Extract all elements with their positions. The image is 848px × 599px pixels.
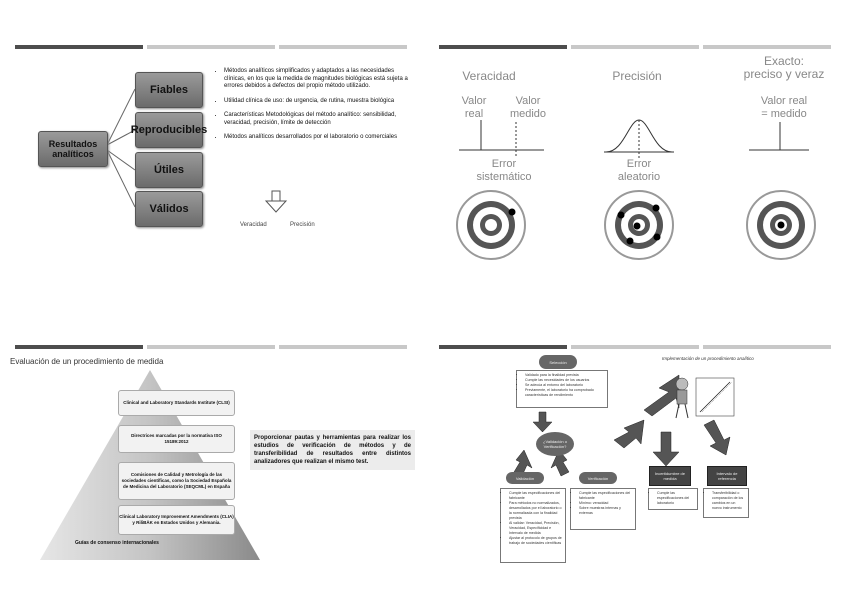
- verification-box: [570, 488, 636, 530]
- page-title: Evaluación de un procedimiento de medida: [10, 357, 164, 366]
- pyramid-level: Clinical and Laboratory Standards Institute (CLSI): [118, 390, 235, 416]
- flow-title: Implementación de un procedimiento analítico: [662, 356, 754, 361]
- list-item: • Para métodos no normalizados, desarrollados por el laboratorio o la normalizada con la finalidad prevista: [509, 501, 563, 521]
- bullet-item: • Métodos analíticos simplificados y adaptados a las necesidades clínicas, en los que la medida de magnitudes biológicas está sujeta a errores debidos a defectos del propio método utilizado.: [224, 68, 412, 91]
- box-fiables: Fiables: [135, 72, 203, 108]
- title-precision: Precisión: [612, 69, 662, 83]
- bullet-item: • Utilidad clínica de uso: de urgencia, de rutina, muestra biológica: [224, 98, 412, 106]
- label-veracidad: Veracidad: [240, 222, 267, 228]
- precision-diagrams: [424, 0, 848, 300]
- bullet-list: [214, 68, 412, 149]
- arrow-icon: [704, 420, 730, 455]
- label-valor-real: Valor real: [461, 95, 487, 120]
- list-item: • Cumple las especificaciones del fabricante: [579, 491, 633, 501]
- selection-box: [516, 370, 608, 408]
- slide-resultados-analiticos: [0, 0, 424, 300]
- list-item: • Sobre muestras internas y externas: [579, 506, 633, 516]
- list-item: • Mínimo: veracidad: [579, 501, 633, 506]
- list-item: • Cumple las especificaciones del laboratorio: [657, 491, 695, 506]
- title-veracidad: Veracidad: [462, 69, 516, 83]
- list-item: • Cumple las especificaciones del fabricante: [509, 491, 563, 501]
- arrow-icon: [614, 420, 644, 448]
- verification-pill: Verificación: [579, 472, 617, 484]
- side-text: Proporcionar pautas y herramientas para realizar los estudios de verificación de métodos y de transferibilidad de resultados entre distintos analizadores que realizan el mismo test.: [250, 430, 415, 470]
- label-valor-igual: Valor real = medido: [760, 95, 808, 120]
- uncertainty-items: [648, 488, 698, 510]
- uncertainty-box: Incertidumbre de medida: [649, 466, 691, 486]
- target-icon: [747, 191, 815, 259]
- slide-veracidad-precision: [424, 0, 848, 300]
- list-item: • Ajustar al protocolo de grupos de trabajo de sociedades científicas: [509, 536, 563, 546]
- down-arrow-icon: [266, 191, 286, 212]
- list-item: • Previamente, el laboratorio ha comprobado características de rendimiento: [525, 388, 605, 398]
- arrow-icon: [653, 432, 679, 466]
- chart-icon: [696, 378, 734, 416]
- reference-box: Intervalo de referencia: [707, 466, 747, 486]
- box-utiles: Útiles: [135, 152, 203, 188]
- title-exacto: Exacto: preciso y veraz: [743, 54, 825, 81]
- list-item: • Al validar: Veracidad, Precisión, Veracidad, Especificidad e Intervalo de medida: [509, 521, 563, 536]
- validation-pill: Validación: [506, 472, 544, 484]
- list-item: • Validado para la finalidad prevista: [525, 373, 605, 378]
- center-box: Resultados analíticos: [38, 131, 108, 167]
- arrow-icon: [533, 412, 552, 432]
- box-reproducibles: Reproducibles: [135, 112, 203, 148]
- box-validos: Válidos: [135, 191, 203, 227]
- pyramid-base-label: Guías de consenso internacionales: [75, 540, 159, 546]
- label-error-aleatorio: Error aleatorio: [617, 158, 661, 183]
- reference-items: [703, 488, 749, 518]
- slide-implementacion: [424, 300, 848, 599]
- list-item: • Se adecúa al entorno del laboratorio: [525, 383, 605, 388]
- pyramid-level: Clinical Laboratory Improvement Amendments (CLIA) y RiliBÄK en Estados Unidos y Alemania.: [118, 505, 235, 535]
- flow-arrows: [424, 300, 848, 599]
- slide-evaluacion: [0, 300, 424, 599]
- label-valor-medido: Valor medido: [509, 95, 547, 120]
- pyramid-level: Comisiones de Calidad y Metrología de las sociedades científicas, como la Sociedad Española de Medicina del Laboratorio (SEQCML) en España: [118, 462, 235, 500]
- target-icon: [605, 191, 673, 259]
- person-icon: [676, 378, 688, 418]
- selection-pill: Selección: [539, 355, 577, 369]
- question-ellipse: ¿Validación o Verificación?: [536, 432, 574, 456]
- bullet-item: • Características Metodológicas del método analítico: sensibilidad, veracidad, precisión, límite de detección: [224, 112, 412, 127]
- validation-box: [500, 488, 566, 563]
- target-icon: [457, 191, 525, 259]
- list-item: • Cumple las necesidades de los usuarios: [525, 378, 605, 383]
- label-error-sistematico: Error sistemático: [476, 158, 532, 183]
- arrow-icon: [644, 375, 679, 416]
- pyramid-level: Directrices marcadas por la normativa ISO 15189:2012: [118, 425, 235, 453]
- list-item: • Transferibilidad o comparación de los cambios en un nuevo instrumento: [712, 491, 746, 511]
- label-precision: Precisión: [290, 222, 315, 228]
- bullet-item: • Métodos analíticos desarrollados por el laboratorio o comerciales: [224, 134, 412, 142]
